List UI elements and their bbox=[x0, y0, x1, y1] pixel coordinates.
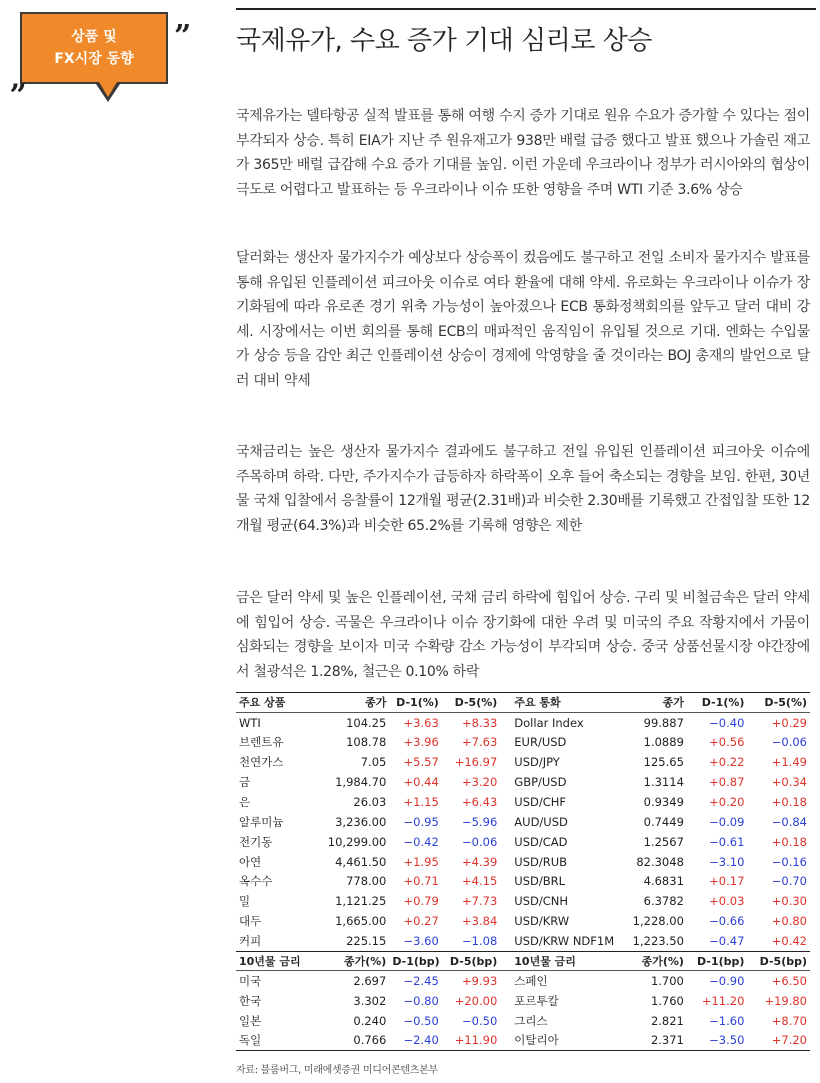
table-cell: +0.30 bbox=[771, 894, 807, 909]
table-cell: +0.27 bbox=[403, 914, 439, 929]
table-cell: USD/KRW bbox=[514, 914, 570, 929]
table-cell: −0.66 bbox=[709, 914, 745, 929]
table-cell: +7.73 bbox=[462, 894, 498, 909]
table-cell: −0.50 bbox=[462, 1013, 498, 1028]
table-cell: −1.60 bbox=[709, 1013, 745, 1028]
table-cell: 은 bbox=[239, 794, 251, 809]
table-cell: 독일 bbox=[236, 1031, 321, 1051]
table-row bbox=[236, 911, 810, 931]
table-cell: +19.80 bbox=[764, 993, 807, 1008]
table-cell: −0.50 bbox=[403, 1013, 439, 1028]
table-cell: +0.44 bbox=[403, 775, 439, 789]
table-cell: EUR/USD bbox=[514, 735, 567, 750]
table-header-cell: 종가 bbox=[616, 693, 687, 713]
table-cell: +0.18 bbox=[771, 794, 807, 809]
table-cell: Dollar Index bbox=[514, 715, 584, 730]
table-cell: WTI bbox=[239, 715, 261, 730]
table-cell: +0.80 bbox=[771, 914, 807, 929]
table-cell: 1,121.25 bbox=[335, 894, 387, 909]
table-cell: −0.90 bbox=[709, 974, 745, 989]
table-cell: +4.15 bbox=[462, 874, 498, 889]
table-row bbox=[236, 931, 810, 951]
table-cell: −0.09 bbox=[709, 814, 745, 829]
table-row bbox=[236, 792, 810, 812]
table-header-row bbox=[236, 693, 810, 713]
table-cell: 82.3048 bbox=[636, 854, 684, 869]
table-cell: USD/RUB bbox=[514, 854, 568, 869]
table-cell: 1.0889 bbox=[643, 735, 684, 750]
table-cell: 0.240 bbox=[353, 1013, 387, 1028]
table-cell: 밀 bbox=[239, 894, 251, 909]
table-cell: +5.57 bbox=[403, 755, 439, 770]
table-row bbox=[236, 712, 810, 732]
table-cell: +0.79 bbox=[403, 894, 439, 909]
table-cell: 6.3782 bbox=[643, 894, 684, 909]
table-cell: −2.40 bbox=[389, 1031, 441, 1051]
table-cell: −0.70 bbox=[771, 874, 807, 889]
paragraph-fx: 달러화는 생산자 물가지수가 예상보다 상승폭이 컸음에도 불구하고 전일 소비자 물가지수 발표를 통해 유입된 인플레이션 피크아웃 이슈로 여타 환율에 대해 약세. 유로화는 우크라이나 이슈가 장기화됨에 따라 유로존 경기 위축 가능성이 높아졌으나 ECB 통화정책회의를 앞두고 달러 대비 강세. 시장에서는 이번 회의를 통해 ECB의 매파적인 움직임이 유입될 것으로 기대. 엔화는 수입물가 상승 등을 감안 최근 인플레이션 상승이 경제에 악영향을 줄 것이라는 BOJ 총재의 발언으로 달러 대비 약세 bbox=[236, 250, 810, 389]
table-row bbox=[236, 1031, 810, 1051]
table-cell: 미국 bbox=[239, 974, 262, 989]
table-header-cell: D-5(bp) bbox=[442, 951, 501, 971]
table-row bbox=[236, 891, 810, 911]
table-cell: 26.03 bbox=[353, 794, 387, 809]
table-cell: +0.17 bbox=[709, 874, 745, 889]
table-cell: 1.2567 bbox=[643, 834, 684, 849]
table-row bbox=[236, 852, 810, 872]
table-cell: +0.87 bbox=[709, 775, 745, 789]
table-cell: 4.6831 bbox=[643, 874, 684, 889]
table-cell: +11.90 bbox=[442, 1031, 501, 1051]
table-cell: 225.15 bbox=[346, 933, 387, 948]
table-cell: 104.25 bbox=[346, 715, 387, 730]
table-cell: +0.29 bbox=[771, 715, 807, 730]
table-cell: 3.302 bbox=[353, 993, 387, 1008]
table-header-cell: D-1(bp) bbox=[389, 951, 441, 971]
table-cell: 금 bbox=[239, 775, 251, 789]
table-cell: 1,665.00 bbox=[335, 914, 387, 929]
table-cell: USD/CAD bbox=[514, 834, 568, 849]
table-header-cell: D-1(%) bbox=[389, 693, 441, 713]
table-cell: 천연가스 bbox=[239, 755, 284, 770]
table-cell: +6.50 bbox=[771, 974, 807, 989]
table-cell: −0.42 bbox=[403, 834, 439, 849]
table-cell: +8.33 bbox=[462, 715, 498, 730]
table-cell: 125.65 bbox=[643, 755, 684, 770]
table-cell: AUD/USD bbox=[514, 814, 568, 829]
table-cell: 0.766 bbox=[321, 1031, 390, 1051]
table-cell: −0.61 bbox=[709, 834, 745, 849]
table-header-cell: 10년물 금리 bbox=[500, 951, 616, 971]
table-header-cell: D-1(%) bbox=[687, 693, 748, 713]
table-cell: 4,461.50 bbox=[335, 854, 387, 869]
table-cell: USD/CNH bbox=[514, 894, 569, 909]
table-row bbox=[236, 832, 810, 852]
table-cell: 1.3114 bbox=[643, 775, 684, 789]
table-cell: +3.63 bbox=[403, 715, 439, 730]
table-cell: USD/JPY bbox=[514, 755, 560, 770]
table-cell: −0.47 bbox=[709, 933, 745, 948]
table-cell: 10,299.00 bbox=[327, 834, 387, 849]
table-row bbox=[236, 812, 810, 832]
table-cell: 포르투칼 bbox=[514, 993, 559, 1008]
table-cell: 1.700 bbox=[650, 974, 684, 989]
source-note: 자료: 블룸버그, 미래에셋증권 미디어콘텐츠본부 bbox=[236, 1065, 438, 1076]
table-header-cell: D-1(bp) bbox=[687, 951, 748, 971]
table-cell: −0.80 bbox=[403, 993, 439, 1008]
table-cell: +0.22 bbox=[709, 755, 745, 770]
table-cell: 옥수수 bbox=[239, 874, 273, 889]
table-cell: −0.06 bbox=[462, 834, 498, 849]
table-cell: +7.20 bbox=[747, 1031, 810, 1051]
table-cell: +7.63 bbox=[462, 735, 498, 750]
table-cell: +8.70 bbox=[771, 1013, 807, 1028]
table-cell: 전기동 bbox=[239, 834, 273, 849]
table-cell: −3.60 bbox=[403, 933, 439, 948]
table-cell: 1,228.00 bbox=[632, 914, 684, 929]
table-cell: 그리스 bbox=[514, 1013, 548, 1028]
badge-line-1: 상품 및 bbox=[71, 29, 117, 45]
table-cell: +16.97 bbox=[454, 755, 498, 770]
paragraph-oil: 국제유가는 델타항공 실적 발표를 통해 여행 수지 증가 기대로 원유 수요가 증가할 수 있다는 점이 부각되자 상승. 특히 EIA가 지난 주 원유재고가 938만 배럴 급증 했다고 발표 했으나 가솔린 재고가 365만 배럴 급감해 수요 증가 기대를 높임. 이런 가운데 우크라이나 정부가 러시아와의 협상이 극도로 어렵다고 발표하는 등 우크라이나 이슈 또한 영향을 주며 WTI 기준 3.6% 상승 bbox=[236, 108, 810, 198]
table-cell: 한국 bbox=[239, 993, 262, 1008]
table-cell: USD/KRW NDF1M bbox=[514, 933, 615, 948]
table-cell: +0.03 bbox=[709, 894, 745, 909]
paragraph-metals: 금은 달러 약세 및 높은 인플레이션, 국채 금리 하락에 힘입어 상승. 구리 및 비철금속은 달러 약세에 힘입어 상승. 곡물은 우크라이나 이슈 장기화에 대한 우려 및 미국의 주요 작황지에서 가뭄이 심화되는 경향을 보이자 미국 수확량 감소 가능성이 부각되며 상승. 중국 상품선물시장 야간장에서 철광석은 1.28%, 철근은 0.10% 하락 bbox=[236, 590, 810, 680]
table-header-cell: 종가(%) bbox=[321, 951, 390, 971]
badge-tail-fill bbox=[99, 82, 117, 97]
table-cell: 0.9349 bbox=[643, 794, 684, 809]
table-row bbox=[236, 772, 810, 792]
table-cell: 일본 bbox=[239, 1013, 262, 1028]
table-header-cell: 종가(%) bbox=[616, 951, 687, 971]
table-row bbox=[236, 752, 810, 772]
table-cell: +20.00 bbox=[454, 993, 498, 1008]
table-cell: +3.84 bbox=[462, 914, 498, 929]
table-row bbox=[236, 991, 810, 1011]
table-cell: −2.45 bbox=[403, 974, 439, 989]
table-cell: 108.78 bbox=[346, 735, 387, 750]
table-cell: 브렌트유 bbox=[239, 735, 284, 750]
table-cell: 1,984.70 bbox=[335, 775, 387, 789]
table-cell: 아연 bbox=[239, 854, 262, 869]
table-cell: +0.34 bbox=[771, 775, 807, 789]
table-cell: 대두 bbox=[239, 914, 262, 929]
table-row bbox=[236, 872, 810, 892]
table-cell: 1,223.50 bbox=[632, 933, 684, 948]
table-cell: 778.00 bbox=[346, 874, 387, 889]
table-row bbox=[236, 732, 810, 752]
table-cell: +4.39 bbox=[462, 854, 498, 869]
table-cell: +0.71 bbox=[403, 874, 439, 889]
table-cell: 커피 bbox=[239, 933, 262, 948]
section-badge-box bbox=[20, 12, 168, 84]
table-cell: +1.49 bbox=[771, 755, 807, 770]
table-header-cell: 주요 통화 bbox=[500, 693, 616, 713]
table-cell: GBP/USD bbox=[514, 775, 567, 789]
table-cell: +1.95 bbox=[403, 854, 439, 869]
table-header-row bbox=[236, 951, 810, 971]
table-cell: −1.08 bbox=[462, 933, 498, 948]
table-header-cell: 종가 bbox=[321, 693, 390, 713]
table-cell: −0.84 bbox=[771, 814, 807, 829]
table-cell: 3,236.00 bbox=[335, 814, 387, 829]
table-cell: −0.06 bbox=[771, 735, 807, 750]
open-quote-icon: „ bbox=[10, 61, 28, 96]
table-row bbox=[236, 971, 810, 991]
table-cell: +0.20 bbox=[709, 794, 745, 809]
table-header-cell: 10년물 금리 bbox=[236, 951, 321, 971]
table-cell: +9.93 bbox=[462, 974, 498, 989]
table-cell: −5.96 bbox=[462, 814, 498, 829]
table-cell: −3.50 bbox=[687, 1031, 748, 1051]
table-cell: 7.05 bbox=[360, 755, 387, 770]
table-header-cell: D-5(%) bbox=[747, 693, 810, 713]
table-cell: −0.95 bbox=[403, 814, 439, 829]
table-cell: USD/CHF bbox=[514, 794, 567, 809]
table-header-cell: 주요 상품 bbox=[236, 693, 321, 713]
close-quote-icon: ” bbox=[174, 19, 192, 54]
table-cell: 스페인 bbox=[514, 974, 548, 989]
section-badge bbox=[10, 8, 190, 108]
table-cell: −0.40 bbox=[709, 715, 745, 730]
table-cell: 2.371 bbox=[616, 1031, 687, 1051]
table-cell: +11.20 bbox=[701, 993, 745, 1008]
table-cell: 2.821 bbox=[650, 1013, 684, 1028]
table-cell: 2.697 bbox=[353, 974, 387, 989]
table-cell: −3.10 bbox=[709, 854, 745, 869]
paragraph-bonds: 국채금리는 높은 생산자 물가지수 결과에도 불구하고 전일 유입된 인플레이션 피크아웃 이슈에 주목하며 하락. 다만, 주가지수가 급등하자 하락폭이 오후 들어 축소되는 경향을 보임. 한편, 30년물 국채 입찰에서 응찰률이 12개월 평균(2.31배)과 비슷한 2.30배를 기록했고 간접입찰 또한 12개월 평균(64.3%)과 비슷한 65.2%를 기록해 영향은 제한 bbox=[236, 444, 810, 534]
table-cell: +0.56 bbox=[709, 735, 745, 750]
table-cell: +3.96 bbox=[403, 735, 439, 750]
badge-line-2: FX시장 동향 bbox=[54, 51, 134, 67]
table-header-cell: D-5(%) bbox=[442, 693, 501, 713]
table-cell: 알루미늄 bbox=[239, 814, 284, 829]
title-rule bbox=[236, 8, 816, 10]
table-cell: +6.43 bbox=[462, 794, 498, 809]
table-cell: 0.7449 bbox=[643, 814, 684, 829]
table-cell: 이탈리아 bbox=[500, 1031, 616, 1051]
table-header-cell: D-5(bp) bbox=[747, 951, 810, 971]
table-cell: +0.42 bbox=[771, 933, 807, 948]
table-cell: USD/BRL bbox=[514, 874, 566, 889]
table-cell: +1.15 bbox=[403, 794, 439, 809]
market-table bbox=[236, 692, 810, 1051]
table-cell: −0.16 bbox=[771, 854, 807, 869]
table-cell: +0.18 bbox=[771, 834, 807, 849]
page-title: 국제유가, 수요 증가 기대 심리로 상승 bbox=[236, 26, 652, 56]
table-cell: 99.887 bbox=[643, 715, 684, 730]
table-row bbox=[236, 1011, 810, 1031]
table-cell: 1.760 bbox=[650, 993, 684, 1008]
table-cell: +3.20 bbox=[462, 775, 498, 789]
